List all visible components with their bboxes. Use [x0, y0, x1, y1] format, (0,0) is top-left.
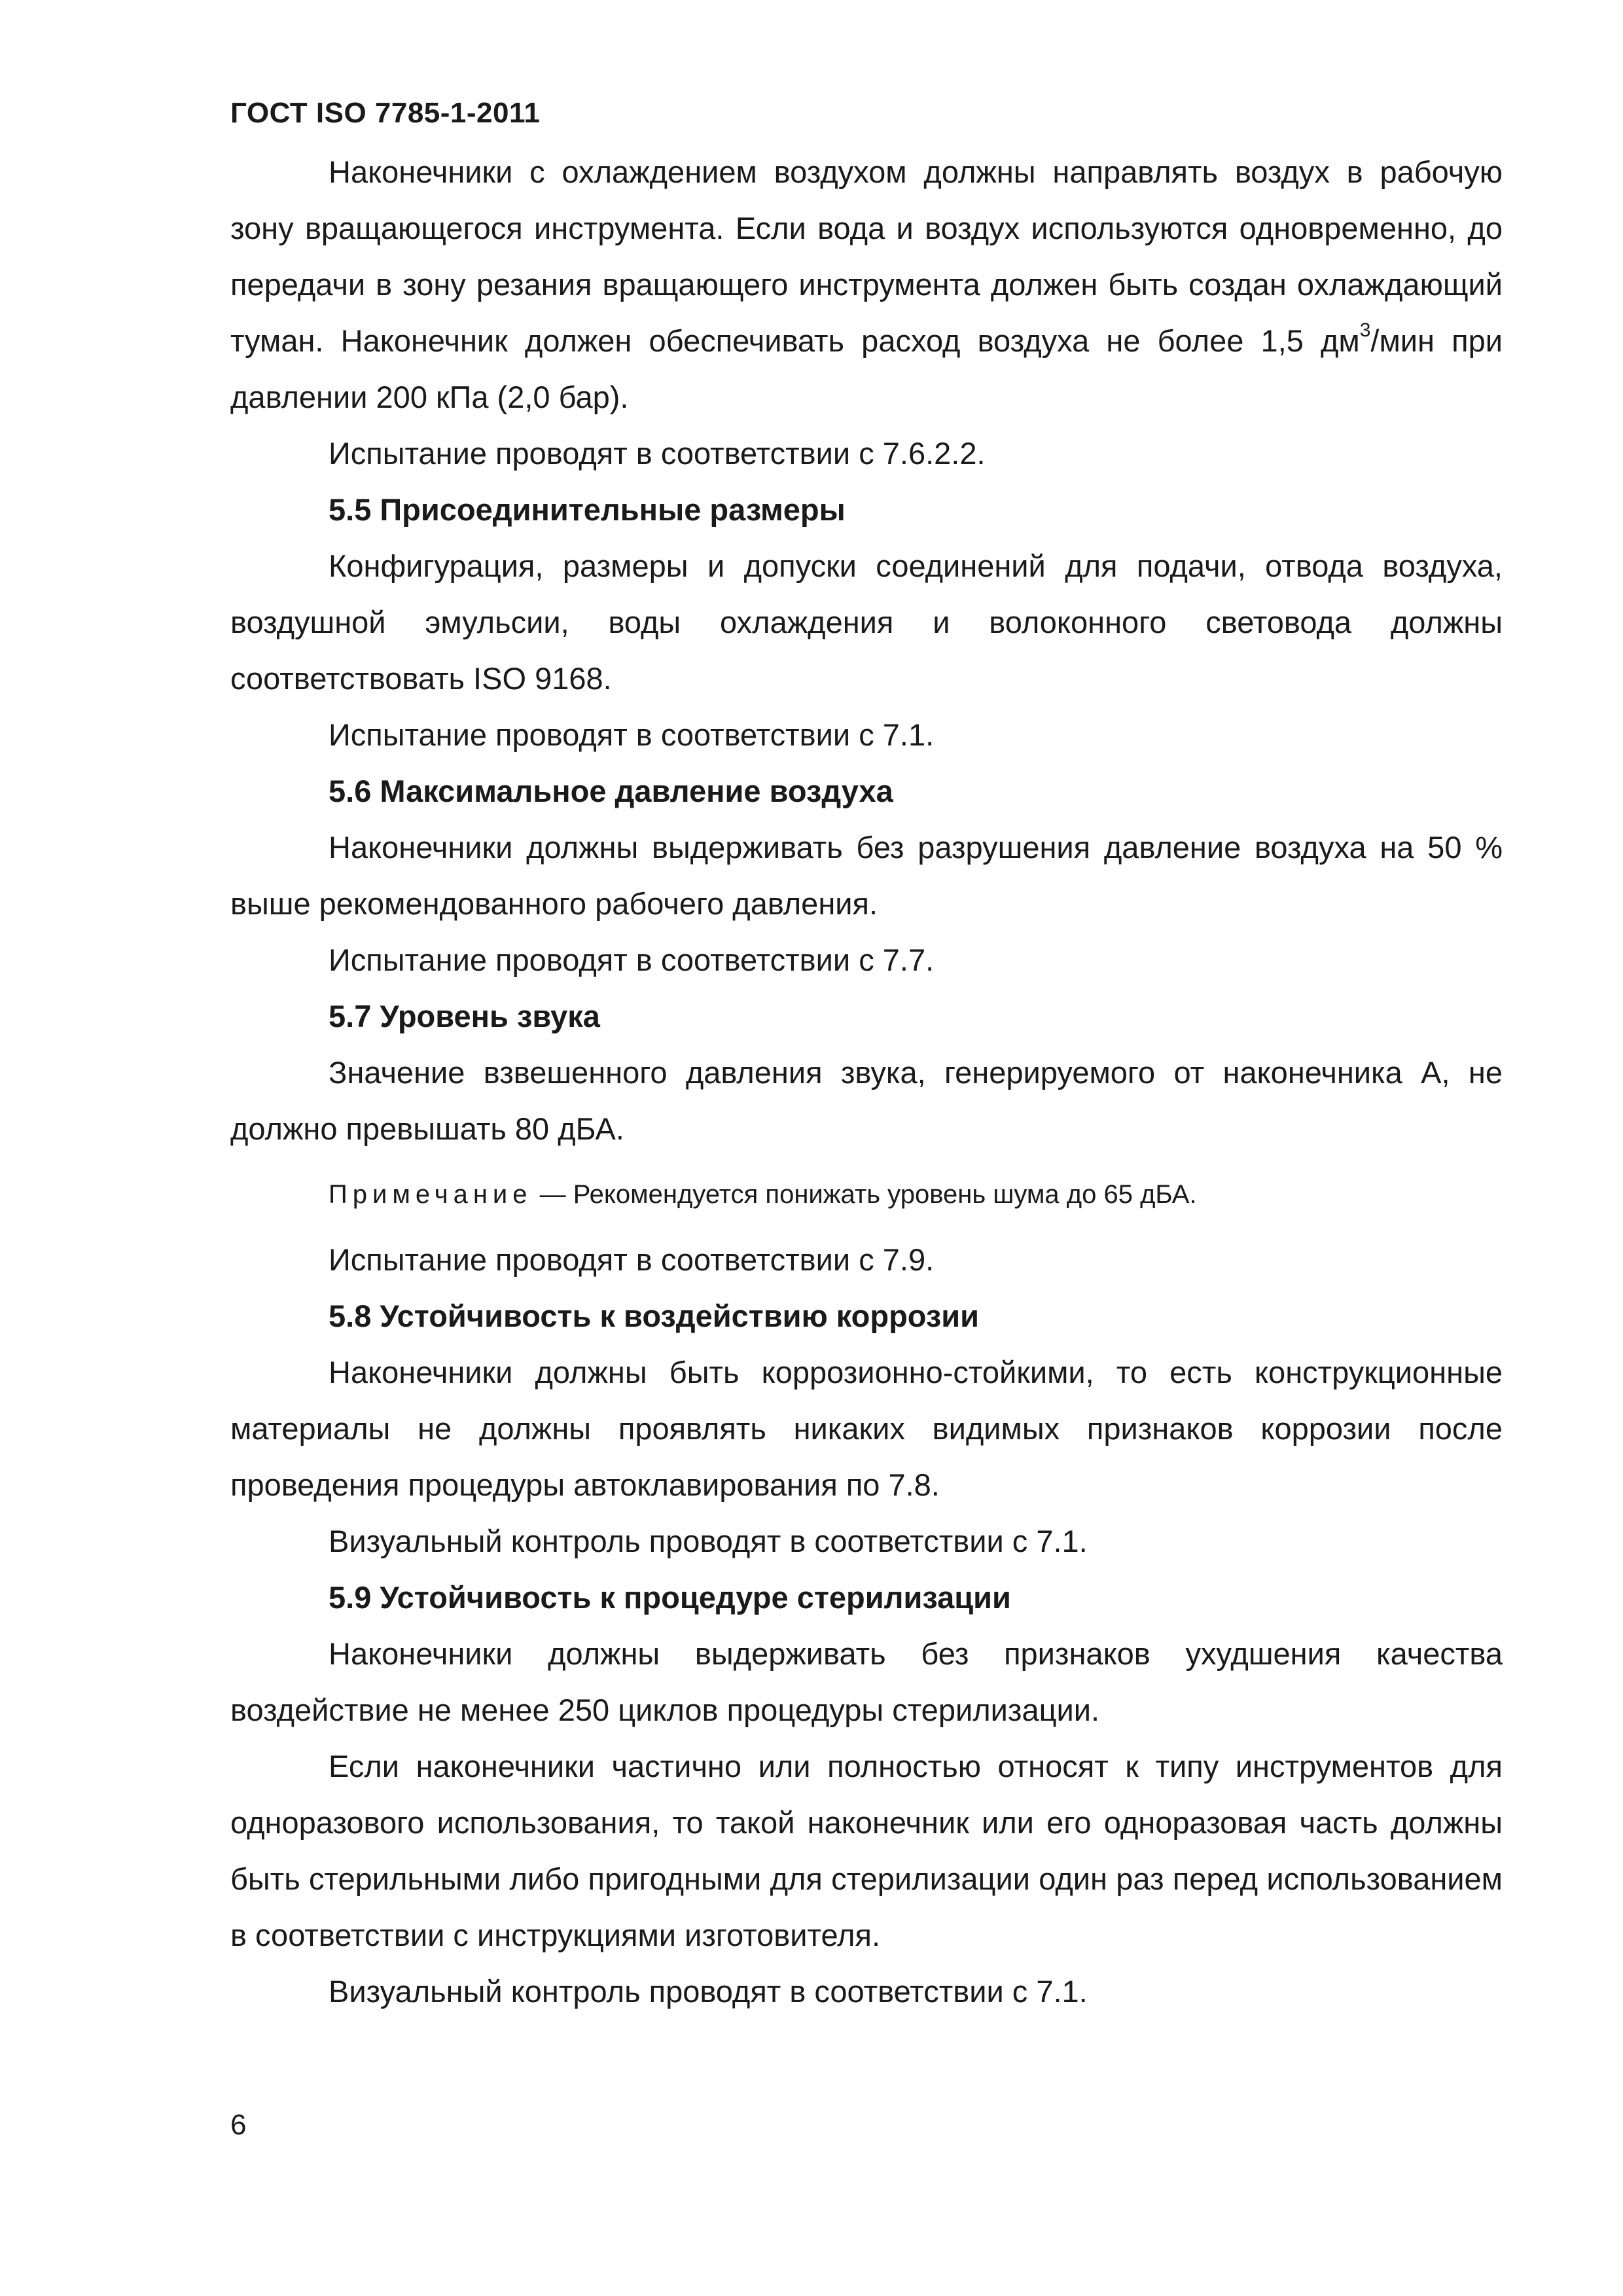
page-number: 6	[230, 2109, 247, 2141]
paragraph-air-cooling-tail: /мин при давлении 200 кПа (2,0 бар).	[230, 323, 1503, 414]
note	[230, 1166, 1503, 1223]
test-reference: Визуальный контроль проводят в соответствии с 7.1.	[329, 1974, 1088, 2009]
paragraph-single-use: Если наконечники частично или полностью относят к типу инструментов для одноразового использования, то такой наконечник или его одноразовая часть должны быть стерильными либо пригодными для стерилизации один раз перед использованием в соответствии с инструкциями изготовителя.	[230, 1749, 1503, 1952]
section-heading-5-8: 5.8 Устойчивость к воздействию коррозии	[329, 1299, 980, 1333]
paragraph-max-pressure: Наконечники должны выдерживать без разрушения давление воздуха на 50 % выше рекомендованного рабочего давления.	[230, 830, 1503, 921]
section-heading-5-6: 5.6 Максимальное давление воздуха	[329, 774, 893, 808]
superscript-cube: 3	[1359, 319, 1371, 342]
section-heading-5-5: 5.5 Присоединительные размеры	[329, 492, 846, 527]
page-body	[230, 144, 1503, 2020]
section-heading-5-9: 5.9 Устойчивость к процедуре стерилизации	[329, 1580, 1011, 1615]
paragraph-connection-sizes: Конфигурация, размеры и допуски соединений для подачи, отвода воздуха, воздушной эмульсии, воды охлаждения и волоконного световода должны соответствовать ISO 9168.	[230, 548, 1503, 696]
test-reference: Испытание проводят в соответствии с 7.6.2.2.	[329, 436, 986, 471]
note-text: — Рекомендуется понижать уровень шума до 65 дБА.	[532, 1180, 1197, 1209]
paragraph-sterilization-cycles: Наконечники должны выдерживать без признаков ухудшения качества воздействие не менее 250 циклов процедуры стерилизации.	[230, 1636, 1503, 1727]
test-reference: Визуальный контроль проводят в соответствии с 7.1.	[329, 1524, 1088, 1558]
note-label: Примечание	[329, 1180, 533, 1209]
test-reference: Испытание проводят в соответствии с 7.9.	[329, 1242, 935, 1277]
document-code-header: ГОСТ ISO 7785-1-2011	[230, 97, 541, 129]
paragraph-air-cooling	[230, 144, 1503, 425]
paragraph-sound-level: Значение взвешенного давления звука, генерируемого от наконечника А, не должно превышать 80 дБА.	[230, 1055, 1503, 1146]
section-heading-5-7: 5.7 Уровень звука	[329, 999, 600, 1033]
paragraph-corrosion: Наконечники должны быть коррозионно-стойкими, то есть конструкционные материалы не должны проявлять никаких видимых признаков коррозии после проведения процедуры автоклавирования по 7.8.	[230, 1355, 1503, 1502]
paragraph-air-cooling-text: Наконечники с охлаждением воздухом должны направлять воздух в рабочую зону вращающегося инструмента. Если вода и воздух используются одновременно, до передачи в зону резания вращающего инструмента должен быть создан охлаждающий туман. Наконечник должен обеспечивать расход воздуха не более 1,5 дм	[230, 154, 1503, 358]
test-reference: Испытание проводят в соответствии с 7.1.	[329, 717, 935, 752]
test-reference: Испытание проводят в соответствии с 7.7.	[329, 942, 935, 977]
